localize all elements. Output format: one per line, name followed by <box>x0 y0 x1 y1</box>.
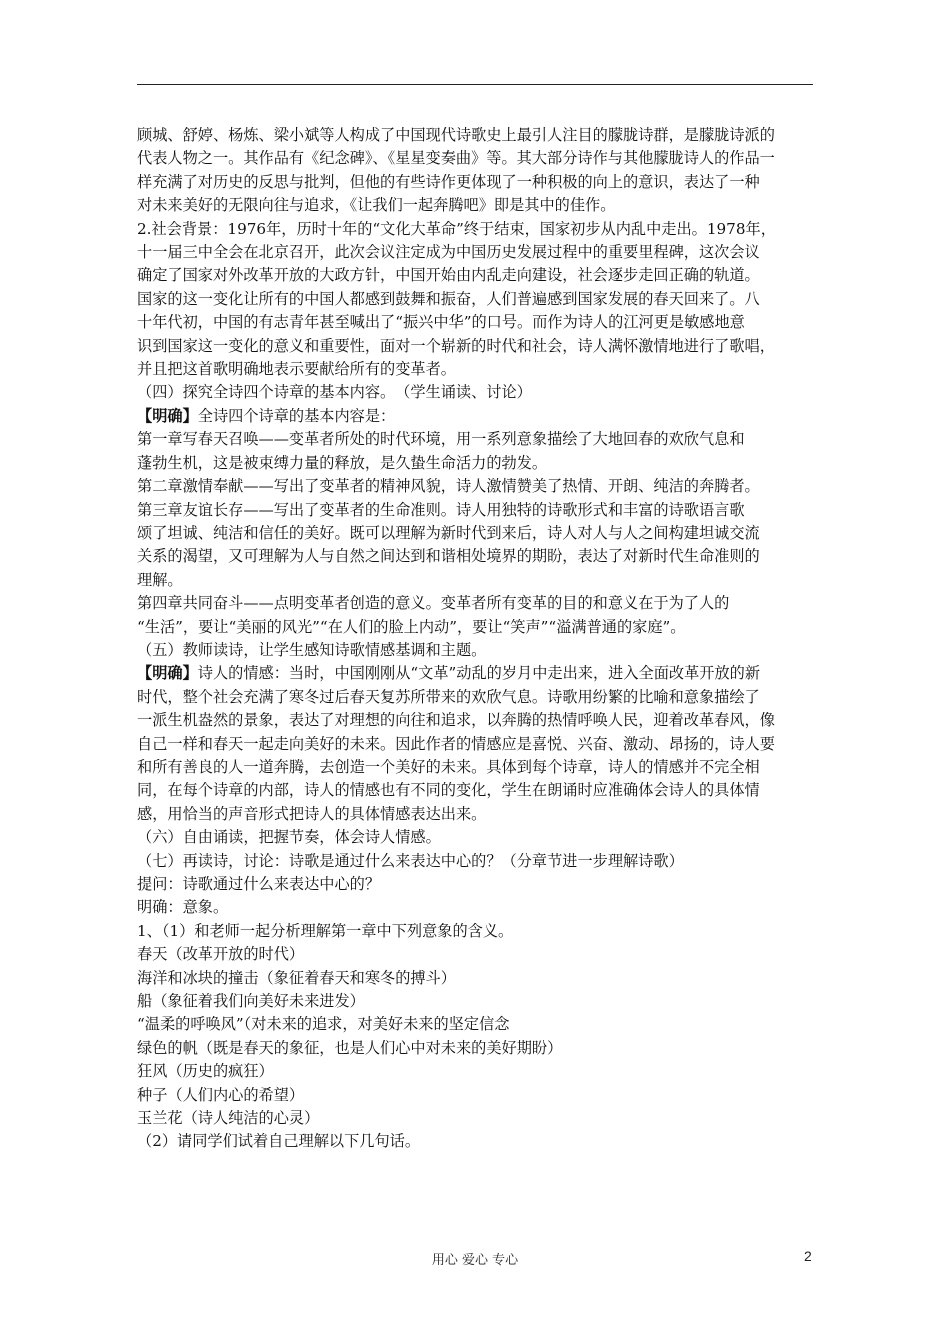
paragraph-line: 并且把这首歌明确地表示要献给所有的变革者。 <box>137 360 456 379</box>
paragraph-line: 时代，整个社会充满了寒冬过后春天复苏所带来的欢欣气息。诗歌用纷繁的比喻和意象描绘了 <box>137 687 760 706</box>
list-item: 船（象征着我们向美好未来进发） <box>137 992 365 1011</box>
paragraph-line: 关系的渴望，又可理解为人与自然之间达到和谐相处境界的期盼，表达了对新时代生命准则的 <box>137 547 760 566</box>
footer-motto: 用心 爱心 专心 <box>431 1253 519 1268</box>
paragraph-line: 第一章写春天召唤——变革者所处的时代环境，用一系列意象描绘了大地回春的欢欣气息和 <box>137 430 745 449</box>
paragraph-line: 提问：诗歌通过什么来表达中心的？ <box>137 875 380 893</box>
page-number: 2 <box>804 1248 812 1264</box>
paragraph-line: 和所有善良的人一道奔腾，去创造一个美好的未来。具体到每个诗章，诗人的情感并不完全相 <box>137 757 760 776</box>
list-item: 狂风（历史的疯狂） <box>137 1062 274 1081</box>
paragraph-line: 理解。 <box>137 570 183 589</box>
clarify-label: 【明确】 <box>137 406 198 425</box>
paragraph-line: “生活”，要让“美丽的风光”“在人们的脸上内动”，要让“笑声”“溢满普通的家庭”。 <box>137 617 686 636</box>
clarify-line: 【明确】诗人的情感：当时，中国刚刚从“文革”动乱的岁月中走出来，进入全面改革开放的新 <box>137 664 761 683</box>
paragraph-line: 对未来美好的无限向往与追求，《让我们一起奔腾吧》即是其中的佳作。 <box>137 196 616 215</box>
paragraph-line: 样充满了对历史的反思与批判，但他的有些诗作更体现了一种积极的向上的意识，表达了一种 <box>137 172 760 191</box>
list-item: 种子（人们内心的希望） <box>137 1085 305 1104</box>
paragraph-line: 第二章激情奉献——写出了变革者的精神风貌，诗人激情赞美了热情、开朗、纯洁的奔腾者。 <box>137 477 760 496</box>
list-item: 玉兰花（诗人纯洁的心灵） <box>137 1109 320 1128</box>
paragraph-line: 十年代初，中国的有志青年甚至喊出了“振兴中华”的口号。而作为诗人的江河更是敏感地意 <box>137 313 745 332</box>
clarify-label: 【明确】 <box>137 664 198 683</box>
paragraph-line: 同，在每个诗章的内部，诗人的情感也有不同的变化，学生在朗诵时应准确体会诗人的具体情 <box>137 781 760 800</box>
paragraph-line: 确定了国家对外改革开放的大政方针，中国开始由内乱走向建设，社会逐步走回正确的轨道。 <box>137 266 760 285</box>
paragraph-line: 第三章友谊长存——写出了变革者的生命准则。诗人用独特的诗歌形式和丰富的诗歌语言歌 <box>137 500 745 519</box>
paragraph-line: 十一届三中全会在北京召开，此次会议注定成为中国历史发展过程中的重要里程碑，这次会议 <box>137 243 760 262</box>
paragraph-line: 2.社会背景：1976年，历时十年的“文化大革命”终于结束，国家初步从内乱中走出。1978年， <box>137 219 776 238</box>
paragraph-line: 一派生机盎然的景象，表达了对理想的向往和追求，以奔腾的热情呼唤人民，迎着改革春风，像 <box>137 711 775 730</box>
paragraph-line: 代表人物之一。其作品有《纪念碑》、《星星变奏曲》等。其大部分诗作与其他朦胧诗人的作品一 <box>137 149 775 168</box>
paragraph-line: 顾城、舒婷、杨炼、梁小斌等人构成了中国现代诗歌史上最引人注目的朦胧诗群，是朦胧诗派的 <box>137 126 775 144</box>
list-item: 春天（改革开放的时代） <box>137 945 305 964</box>
paragraph-line: 国家的这一变化让所有的中国人都感到鼓舞和振奋，人们普遍感到国家发展的春天回来了。八 <box>137 289 760 308</box>
paragraph-line: 1、（1）和老师一起分析理解第一章中下列意象的含义。 <box>137 921 514 940</box>
list-item: 海洋和冰块的撞击（象征着春天和寒冬的搏斗） <box>137 968 456 987</box>
paragraph-line: 感，用恰当的声音形式把诗人的具体情感表达出来。 <box>137 804 487 823</box>
paragraph-line: （2）请同学们试着自己理解以下几句话。 <box>137 1132 421 1151</box>
paragraph-line: 第四章共同奋斗——点明变革者创造的意义。变革者所有变革的目的和意义在于为了人的 <box>137 594 730 613</box>
paragraph-line: 颂了坦诚、纯洁和信任的美好。既可以理解为新时代到来后，诗人对人与人之间构建坦诚交流 <box>137 523 760 542</box>
header-rule <box>137 84 813 85</box>
section-heading: （四）探究全诗四个诗章的基本内容。 （学生诵读、讨论） <box>137 383 532 402</box>
paragraph-line: 识到国家这一变化的意义和重要性，面对一个崭新的时代和社会，诗人满怀激情地进行了歌唱， <box>137 336 775 355</box>
section-heading: （五）教师读诗，让学生感知诗歌情感基调和主题。 <box>137 640 487 659</box>
list-item: “温柔的呼唤风”（对未来的追求，对美好未来的坚定信念 <box>137 1015 510 1034</box>
clarify-line: 【明确】全诗四个诗章的基本内容是： <box>137 406 396 425</box>
section-heading: （六）自由诵读，把握节奏，体会诗人情感。 <box>137 828 441 847</box>
paragraph-line: 明确：意象。 <box>137 898 229 917</box>
paragraph-line: 蓬勃生机，这是被束缚力量的释放，是久蛰生命活力的勃发。 <box>137 453 548 472</box>
paragraph-line: 自己一样和春天一起走向美好的未来。因此作者的情感应是喜悦、兴奋、激动、昂扬的，诗人要 <box>137 734 775 753</box>
document-body <box>137 124 815 1154</box>
section-heading: （七）再读诗，讨论：诗歌是通过什么来表达中心的？（分章节进一步理解诗歌） <box>137 851 684 870</box>
list-item: 绿色的帆（既是春天的象征，也是人们心中对未来的美好期盼） <box>137 1038 563 1057</box>
